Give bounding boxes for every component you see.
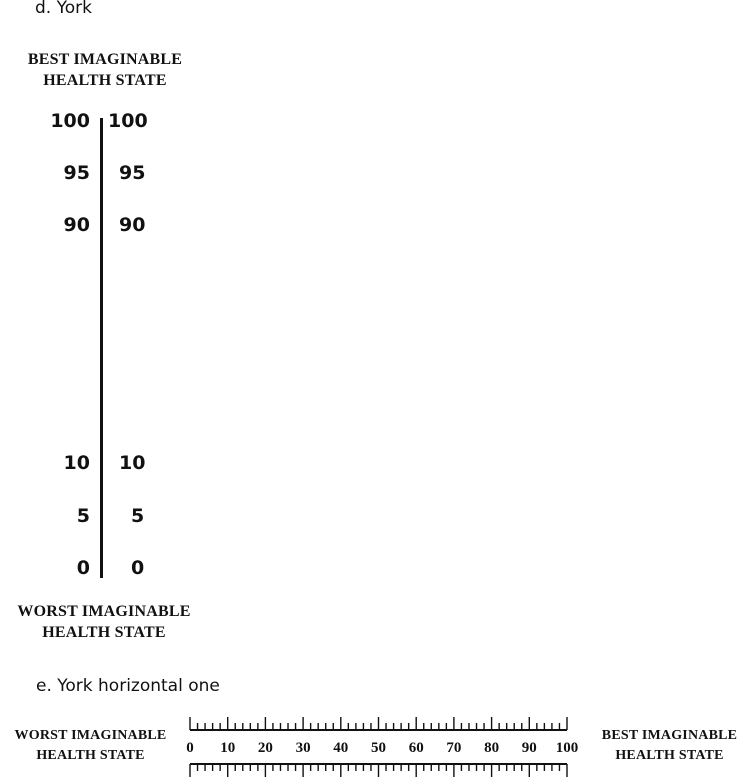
best-health-anchor-vertical [10, 49, 200, 91]
right-label-10: 10 [119, 452, 146, 474]
scale-label-90: 90 [521, 740, 537, 756]
worst-health-anchor-vertical [5, 601, 203, 643]
section-e-title: e. York horizontal one [36, 676, 220, 696]
anchor-line-1: WORST IMAGINABLE [17, 603, 191, 620]
anchor-line-1: WORST IMAGINABLE [14, 728, 167, 743]
scale-label-20: 20 [257, 740, 273, 756]
left-label-10: 10 [63, 452, 90, 474]
anchor-line-2: HEALTH STATE [42, 624, 166, 641]
scale-label-80: 80 [484, 740, 500, 756]
right-label-0: 0 [131, 557, 145, 579]
scale-label-40: 40 [333, 740, 349, 756]
anchor-line-1: BEST IMAGINABLE [601, 728, 738, 743]
left-label-0: 0 [76, 557, 90, 579]
right-label-95: 95 [119, 162, 146, 184]
right-label-90: 90 [119, 214, 146, 236]
left-label-100: 100 [50, 110, 90, 132]
scale-label-100: 100 [555, 740, 579, 756]
anchor-line-2: HEALTH STATE [615, 748, 724, 763]
anchor-line-2: HEALTH STATE [43, 72, 167, 89]
scale-label-50: 50 [371, 740, 386, 756]
right-label-5: 5 [131, 505, 145, 527]
left-label-5: 5 [76, 505, 90, 527]
scale-label-0: 0 [186, 740, 194, 756]
vertical-scale-line [100, 118, 103, 578]
anchor-line-1: BEST IMAGINABLE [27, 51, 183, 68]
left-label-90: 90 [63, 214, 90, 236]
scale-label-70: 70 [446, 740, 462, 756]
scale-label-30: 30 [295, 740, 311, 756]
scale-label-10: 10 [220, 740, 236, 756]
scale-label-60: 60 [408, 740, 424, 756]
section-d-title: d. York [35, 0, 92, 18]
right-label-100: 100 [108, 110, 148, 132]
horizontal-scale [0, 705, 749, 778]
anchor-line-2: HEALTH STATE [36, 748, 145, 763]
left-label-95: 95 [63, 162, 90, 184]
